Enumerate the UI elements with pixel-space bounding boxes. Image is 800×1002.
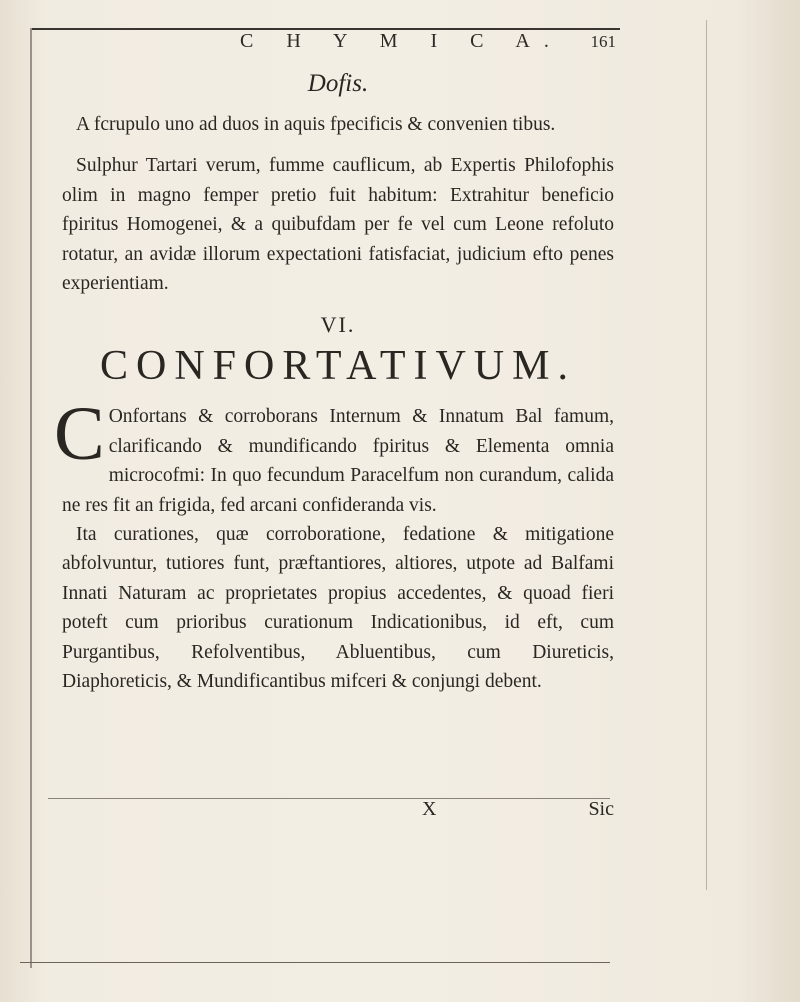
section-number: VI. — [320, 312, 356, 338]
section-paragraph: Onfortans & corroborans Internum & Innatum Bal famum, clarificando & mundificando fpiritus & Elementa omnia microcofmi: In quo fecundum Paracelfum non curandum, calida ne res fit an frigida, fed arcani confideranda vis. — [62, 406, 614, 516]
page-header — [240, 30, 620, 60]
catchword: Sic — [588, 798, 614, 820]
page-body — [54, 70, 614, 820]
signature-mark: X — [422, 798, 437, 820]
left-rule — [30, 28, 32, 968]
dosis-paragraph: A fcrupulo uno ad duos in aquis fpecificis & convenien tibus. — [76, 114, 556, 135]
section-paragraph: Ita curationes, quæ corroboratione, fedatione & mitigatione abfolvuntur, tutiores funt, præftantiores, altiores, utpote ad Balfami Innati Naturam ac proprietates propius accedentes, & quoad fieri poteft cum prioribus curationum Indicationibus, id eft, cum Purgantibus, Refolventibus, Abluentibus, cum Diureticis, Diaphoreticis, & Mundificantibus mifceri & conjungi debent. — [62, 524, 614, 693]
page-footer — [62, 798, 614, 828]
running-title: C H Y M I C A. — [240, 30, 563, 52]
drop-capital: C — [54, 392, 105, 477]
dosis-paragraph: Sulphur Tartari verum, fumme cauflicum, ab Expertis Philofophis olim in magno femper pretio fuit habitum: Extrahitur beneficio fpiritus Homogenei, & a quibufdam per fe vel cum Leone refoluto rotatur, an avidæ illorum expectationi fatisfaciat, judicium efto penes experientiam. — [62, 155, 614, 295]
right-rule — [706, 20, 707, 890]
bottom-rule — [20, 962, 610, 963]
section-opening — [54, 392, 614, 520]
page-number: 161 — [590, 32, 616, 51]
section-title: CONFORTATIVUM. — [100, 343, 576, 390]
dosis-heading: Dofis. — [307, 70, 369, 97]
spacer — [62, 139, 614, 151]
